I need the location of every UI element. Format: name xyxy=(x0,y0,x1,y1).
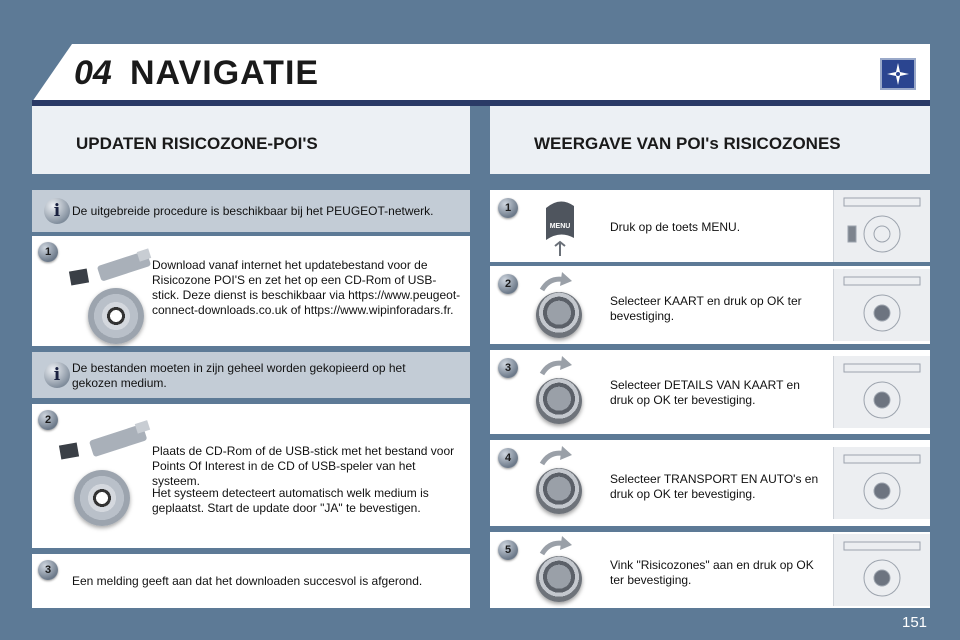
note-box-files xyxy=(32,352,470,398)
right-step-box-2 xyxy=(490,266,930,344)
control-panel-illustration xyxy=(833,269,930,341)
step-number-badge: 1 xyxy=(498,198,518,218)
rotary-knob-icon xyxy=(536,468,582,514)
rotary-knob-icon xyxy=(536,292,582,338)
left-section-title: UPDATEN RISICOZONE-POI'S xyxy=(76,134,318,153)
step-number-badge: 2 xyxy=(498,274,518,294)
usb-stick-icon xyxy=(68,246,158,288)
right-section-title: WEERGAVE VAN POI's RISICOZONES xyxy=(534,134,841,153)
step-text-continued: Het systeem detecteert automatisch welk medium is geplaatst. Start de update door "JA" te bevestigen. xyxy=(152,486,429,515)
chapter-title: NAVIGATIE xyxy=(130,54,320,92)
cd-rom-icon xyxy=(74,470,130,526)
cd-rom-icon xyxy=(88,288,144,344)
step-number-badge: 3 xyxy=(498,358,518,378)
info-icon: i xyxy=(44,362,70,388)
control-panel-illustration xyxy=(833,447,930,519)
right-section-header xyxy=(490,106,930,174)
step-text: Selecteer DETAILS VAN KAART en druk op OK ter bevestiging. xyxy=(610,378,800,407)
step-box-3 xyxy=(32,554,470,608)
step-text: Vink "Risicozones" aan en druk op OK ter bevestiging. xyxy=(610,558,814,587)
note-box-procedure xyxy=(32,190,470,232)
rotate-arrow-icon xyxy=(538,446,574,468)
step-text: Selecteer KAART en druk op OK ter bevestiging. xyxy=(610,294,802,323)
step-number-badge: 4 xyxy=(498,448,518,468)
info-icon: i xyxy=(44,198,70,224)
right-step-box-1 xyxy=(490,190,930,262)
rotary-knob-icon xyxy=(536,378,582,424)
chapter-number: 04 xyxy=(74,54,112,92)
step-text: Druk op de toets MENU. xyxy=(610,220,741,234)
right-step-box-5 xyxy=(490,532,930,608)
step-text: Plaats de CD-Rom of de USB-stick met het bestand voor Points Of Interest in de CD of USB-speler van het systeem. xyxy=(152,444,455,488)
rotate-arrow-icon xyxy=(538,272,574,294)
control-panel-illustration xyxy=(833,356,930,428)
step-text: Download vanaf internet het updatebestand voor de Risicozone POI'S en zet het op een CD-Rom of USB-stick. Deze dienst is beschikbaar via https://www.peugeot-connect-downloads.co.uk of https://www.wipinforadars.fr. xyxy=(152,258,461,317)
rotary-knob-icon xyxy=(536,556,582,602)
note-text: De uitgebreide procedure is beschikbaar bij het PEUGEOT-netwerk. xyxy=(72,204,434,218)
step-number-badge: 5 xyxy=(498,540,518,560)
right-step-box-4 xyxy=(490,440,930,526)
left-section-header xyxy=(32,106,470,174)
step-number-badge: 1 xyxy=(38,242,58,262)
step-number-badge: 3 xyxy=(38,560,58,580)
step-text: Een melding geeft aan dat het downloaden succesvol is afgerond. xyxy=(72,574,423,588)
step-box-1 xyxy=(32,236,470,346)
rotate-arrow-icon xyxy=(538,356,574,378)
step-text: Selecteer TRANSPORT EN AUTO's en druk op OK ter bevestiging. xyxy=(610,472,819,501)
menu-key-label: MENU xyxy=(549,223,571,230)
menu-key-icon xyxy=(542,196,578,258)
note-text: De bestanden moeten in zijn geheel worden gekopieerd op het gekozen medium. xyxy=(72,361,406,390)
step-number-badge: 2 xyxy=(38,410,58,430)
right-step-box-3 xyxy=(490,350,930,434)
page-number: 151 xyxy=(902,614,928,631)
step-box-2 xyxy=(32,404,470,548)
control-panel-illustration xyxy=(833,534,930,606)
control-panel-illustration xyxy=(833,190,930,262)
rotate-arrow-icon xyxy=(538,536,574,558)
navigation-compass-icon xyxy=(880,58,916,90)
usb-stick-icon xyxy=(58,418,158,464)
